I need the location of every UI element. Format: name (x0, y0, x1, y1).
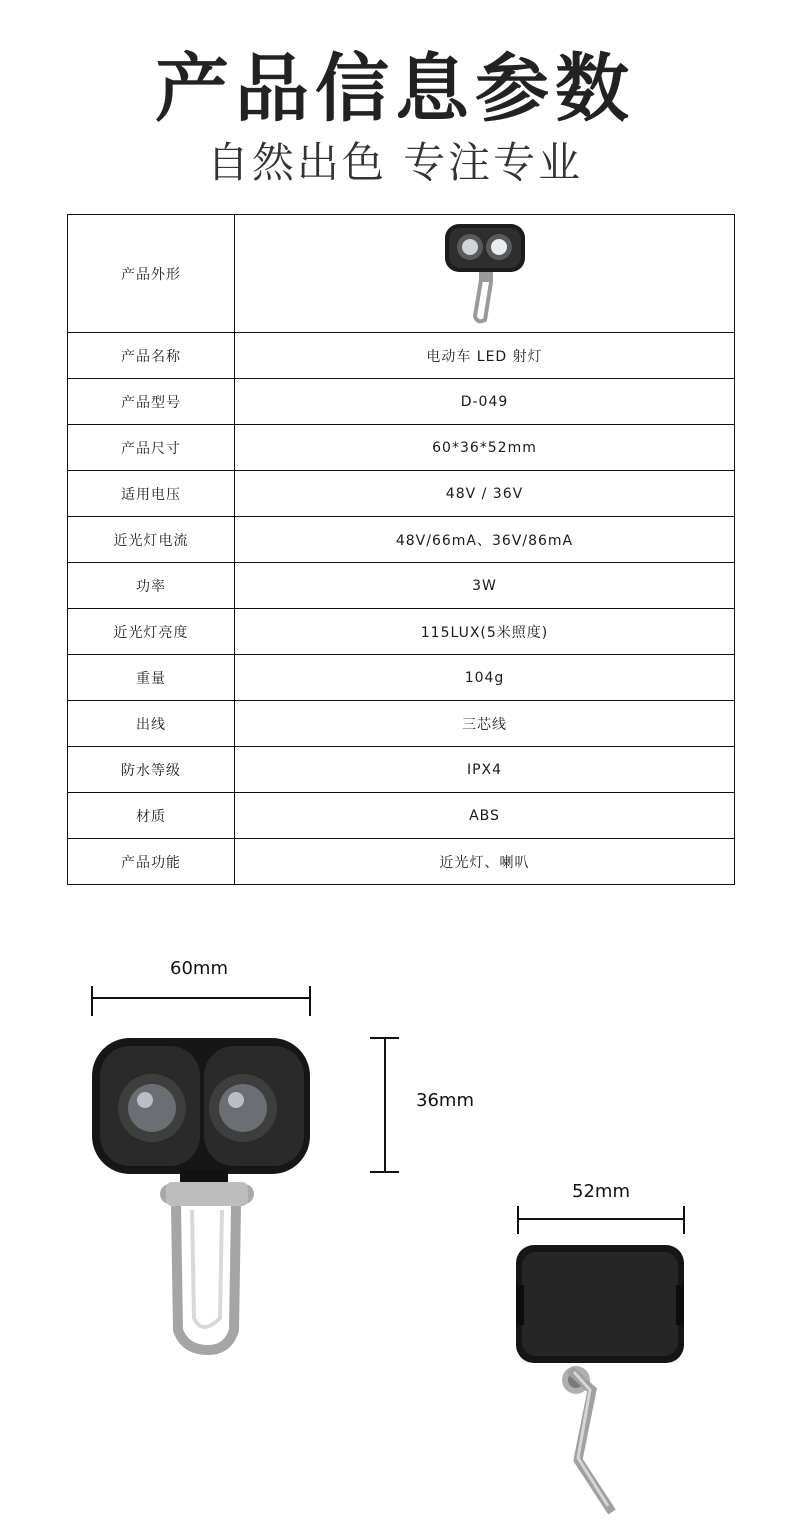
spec-value: 三芯线 (235, 701, 735, 747)
spec-value: 48V/66mA、36V/86mA (235, 517, 735, 563)
spec-label: 产品型号 (68, 379, 235, 425)
page-title: 产品信息参数 (155, 46, 635, 132)
spec-label: 近光灯电流 (68, 517, 235, 563)
height-dimension-label: 36mm (416, 1090, 474, 1111)
height-dimension-line (370, 1038, 399, 1172)
page-subtitle: 自然出色 专注专业 (206, 138, 584, 187)
width-dimension-line (92, 986, 310, 1016)
spec-label: 出线 (68, 701, 235, 747)
width-dimension-label: 60mm (170, 958, 228, 979)
spec-label: 重量 (68, 655, 235, 701)
spec-value: 电动车 LED 射灯 (235, 333, 735, 379)
spec-value: 3W (235, 563, 735, 609)
depth-dimension-line (518, 1206, 684, 1234)
lamp-front-view-image (92, 1038, 310, 1350)
spec-value: 104g (235, 655, 735, 701)
lamp-side-view-image (516, 1245, 684, 1512)
spec-label: 材质 (68, 793, 235, 839)
spec-value: 115LUX(5米照度) (235, 609, 735, 655)
spec-value: ABS (235, 793, 735, 839)
spec-label: 防水等级 (68, 747, 235, 793)
spec-label: 产品功能 (68, 839, 235, 885)
spec-value: 近光灯、喇叭 (235, 839, 735, 885)
spec-label: 功率 (68, 563, 235, 609)
spec-value: IPX4 (235, 747, 735, 793)
spec-value: 60*36*52mm (235, 425, 735, 471)
spec-label: 产品尺寸 (68, 425, 235, 471)
spec-label: 近光灯亮度 (68, 609, 235, 655)
spec-value: 48V / 36V (235, 471, 735, 517)
spec-label: 适用电压 (68, 471, 235, 517)
spec-value: D-049 (235, 379, 735, 425)
depth-dimension-label: 52mm (572, 1181, 630, 1202)
spec-label: 产品名称 (68, 333, 235, 379)
spec-label: 产品外形 (68, 215, 235, 333)
